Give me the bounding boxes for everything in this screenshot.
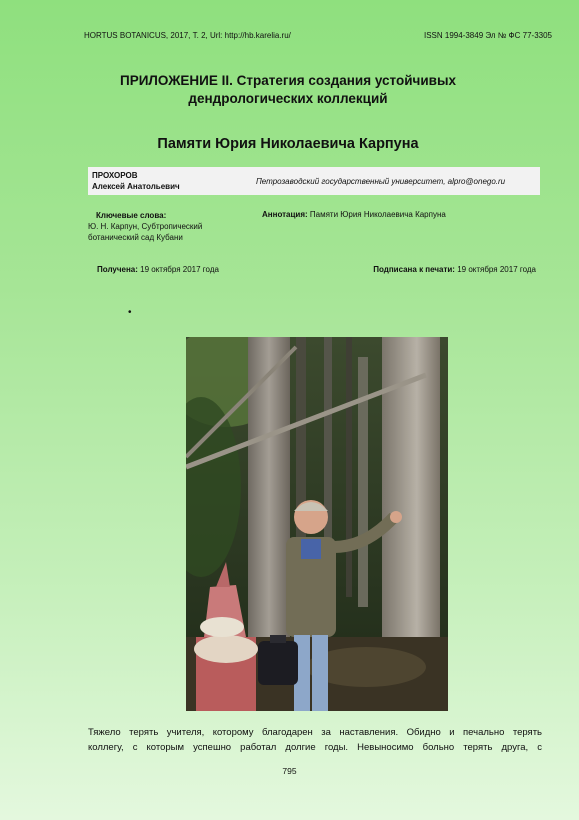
bullet-mark: • <box>128 307 132 318</box>
author-box <box>88 167 540 195</box>
author-name <box>88 170 256 192</box>
running-header <box>84 31 552 40</box>
body-text-line-1: Тяжело терять учителя, которому благодарен за наставления. Обидно и печально терять <box>88 727 542 738</box>
body-text <box>88 725 542 755</box>
portrait-photo-illustration <box>186 337 448 711</box>
body-text-line-2: коллегу, с которым успешно работал долгие годы. Невыносимо больно терять друга, с <box>88 742 542 753</box>
annotation-label: Аннотация: <box>262 210 308 219</box>
received-value: 19 октября 2017 года <box>137 265 219 274</box>
author-affiliation: Петрозаводский государственный университет, alpro@onego.ru <box>256 176 506 186</box>
keywords-label: Ключевые слова: <box>96 211 167 220</box>
signed-label: Подписана к печати: <box>373 265 455 274</box>
keywords-block <box>88 210 258 243</box>
signed-value: 19 октября 2017 года <box>454 265 536 274</box>
article-title: Памяти Юрия Николаевича Карпуна <box>157 136 419 152</box>
keywords-line-1: Ю. Н. Карпун, Субтропический <box>88 222 203 231</box>
annotation-block <box>262 210 540 219</box>
section-title-line-2: дендрологических коллекций <box>188 91 388 106</box>
received-label: Получена: <box>97 265 138 274</box>
signed-date <box>373 265 536 274</box>
page-number: 795 <box>282 766 297 776</box>
section-title <box>60 72 516 108</box>
author-surname: ПРОХОРОВ <box>92 171 138 180</box>
received-date <box>97 265 219 274</box>
issn: ISSN 1994-3849 Эл № ФС 77-3305 <box>424 31 552 40</box>
section-title-line-1: ПРИЛОЖЕНИЕ II. Стратегия создания устойчивых <box>120 73 456 88</box>
journal-citation: HORTUS BOTANICUS, 2017, Т. 2, Url: http://hb.karelia.ru/ <box>84 31 291 40</box>
keywords-line-2: ботанический сад Кубани <box>88 233 183 242</box>
annotation-text: Памяти Юрия Николаевича Карпуна <box>307 210 446 219</box>
portrait-photo <box>186 337 448 711</box>
author-given-name: Алексей Анатольевич <box>92 182 180 191</box>
